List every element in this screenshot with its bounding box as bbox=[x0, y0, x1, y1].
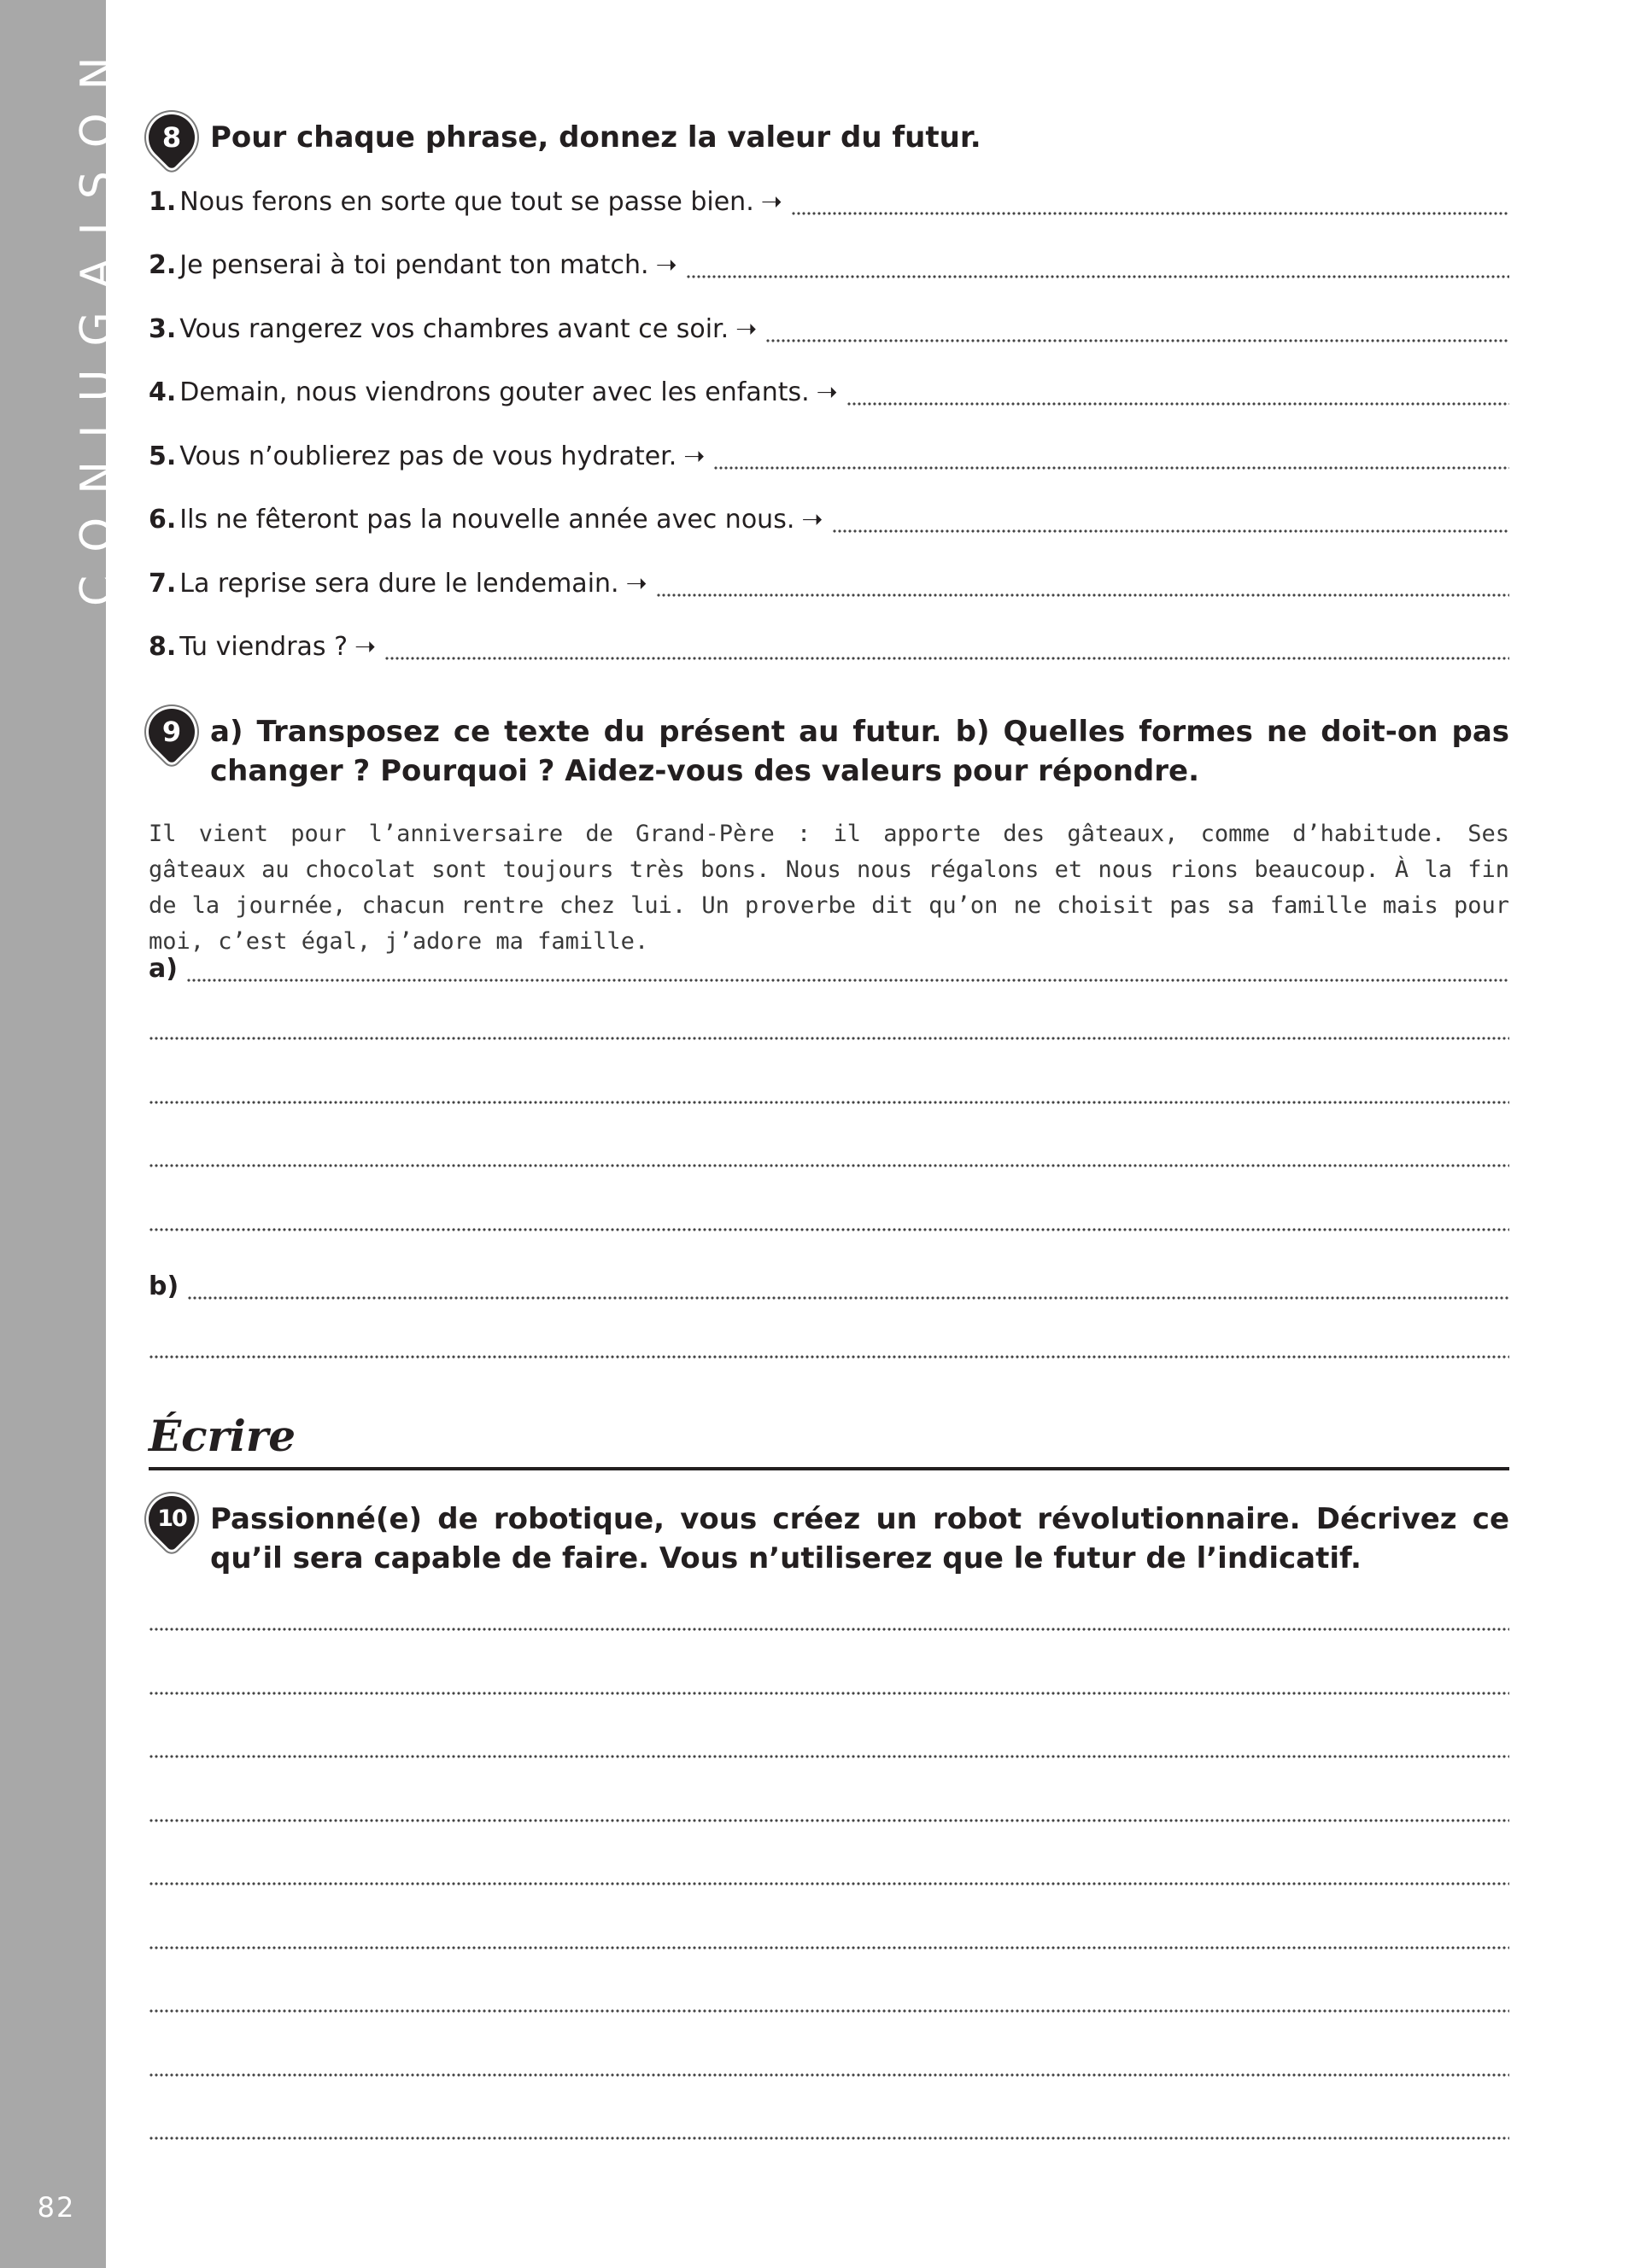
answer-line[interactable] bbox=[384, 635, 1509, 661]
exercise-9-passage: Il vient pour l’anniversaire de Grand-Père : il apporte des gâteaux, comme d’habitude. Ses gâteaux au chocolat sont toujours très bons. Nous nous régalons et nous rions beaucoup. À la fin de la journée, chacun rentre chez lui. Un proverbe dit qu’on ne choisit pas sa famille mais pour moi, c’est égal, j’adore ma famille. bbox=[149, 821, 1509, 955]
exercise-8-item-5: 5. Vous n’oublierez pas de vous hydrater. ➝ bbox=[149, 441, 1509, 476]
exercise-8-item-4: 4. Demain, nous viendrons gouter avec les enfants. ➝ bbox=[149, 377, 1509, 412]
arrow-icon: ➝ bbox=[760, 187, 782, 217]
arrow-icon: ➝ bbox=[683, 441, 706, 471]
answer-line[interactable] bbox=[187, 1275, 1509, 1301]
answer-line[interactable] bbox=[149, 2072, 1509, 2079]
answer-line[interactable] bbox=[149, 1945, 1509, 1952]
answer-line[interactable] bbox=[656, 572, 1509, 598]
exercise-8-instruction: Pour chaque phrase, donnez la valeur du futur. bbox=[210, 120, 981, 155]
answer-line[interactable] bbox=[149, 2008, 1509, 2015]
exercise-9-answer-a: a) bbox=[149, 954, 1509, 988]
answer-line[interactable] bbox=[149, 1163, 1509, 1170]
section-title-vertical: CONJUGAISON bbox=[72, 33, 123, 606]
arrow-icon: ➝ bbox=[625, 569, 647, 599]
exercise-number-badge: 8 bbox=[139, 105, 204, 170]
arrow-icon: ➝ bbox=[735, 314, 758, 344]
exercise-number-badge: 9 bbox=[139, 699, 204, 764]
section-rule bbox=[149, 1467, 1509, 1470]
answer-line[interactable] bbox=[149, 1036, 1509, 1043]
answer-line[interactable] bbox=[765, 318, 1509, 343]
arrow-icon: ➝ bbox=[801, 505, 823, 535]
answer-line[interactable] bbox=[149, 2136, 1509, 2142]
exercise-9-answer-b: b) bbox=[149, 1271, 1509, 1306]
answer-line[interactable] bbox=[149, 1227, 1509, 1234]
exercise-8-item-7: 7. La reprise sera dure le lendemain. ➝ bbox=[149, 569, 1509, 603]
exercise-8-item-2: 2. Je penserai à toi pendant ton match. ➝ bbox=[149, 250, 1509, 284]
arrow-icon: ➝ bbox=[354, 632, 377, 662]
answer-line[interactable] bbox=[149, 1691, 1509, 1698]
exercise-number-badge: 10 bbox=[139, 1487, 204, 1552]
exercise-8-item-6: 6. Ils ne fêteront pas la nouvelle année avec nous. ➝ bbox=[149, 505, 1509, 539]
answer-line[interactable] bbox=[686, 254, 1509, 279]
answer-line[interactable] bbox=[149, 1881, 1509, 1888]
answer-line[interactable] bbox=[791, 190, 1509, 216]
answer-line[interactable] bbox=[846, 381, 1509, 406]
exercise-8-item-3: 3. Vous rangerez vos chambres avant ce soir. ➝ bbox=[149, 314, 1509, 348]
arrow-icon: ➝ bbox=[655, 250, 677, 280]
arrow-icon: ➝ bbox=[816, 377, 838, 407]
answer-line[interactable] bbox=[149, 1100, 1509, 1107]
page-number: 82 bbox=[37, 2191, 76, 2224]
exercise-10-instruction: Passionné(e) de robotique, vous créez un robot révolutionnaire. Décrivez ce qu’il sera capable de faire. Vous n’utiliserez que le futur de l’indicatif. bbox=[210, 1502, 1509, 1575]
answer-line[interactable] bbox=[149, 1627, 1509, 1634]
answer-line[interactable] bbox=[149, 1818, 1509, 1825]
answer-line[interactable] bbox=[186, 957, 1509, 983]
answer-line[interactable] bbox=[713, 445, 1509, 471]
section-heading-ecrire: Écrire bbox=[149, 1411, 296, 1461]
answer-line[interactable] bbox=[149, 1354, 1509, 1361]
exercise-8-item-1: 1. Nous ferons en sorte que tout se passe bien. ➝ bbox=[149, 187, 1509, 221]
answer-line[interactable] bbox=[832, 508, 1510, 534]
answer-line[interactable] bbox=[149, 1754, 1509, 1761]
exercise-8-item-8: 8. Tu viendras ? ➝ bbox=[149, 632, 1509, 666]
exercise-9-instruction: a) Transposez ce texte du présent au futur. b) Quelles formes ne doit-on pas changer ? Pourquoi ? Aidez-vous des valeurs pour répondre. bbox=[210, 715, 1509, 788]
sidebar bbox=[0, 0, 123, 2268]
